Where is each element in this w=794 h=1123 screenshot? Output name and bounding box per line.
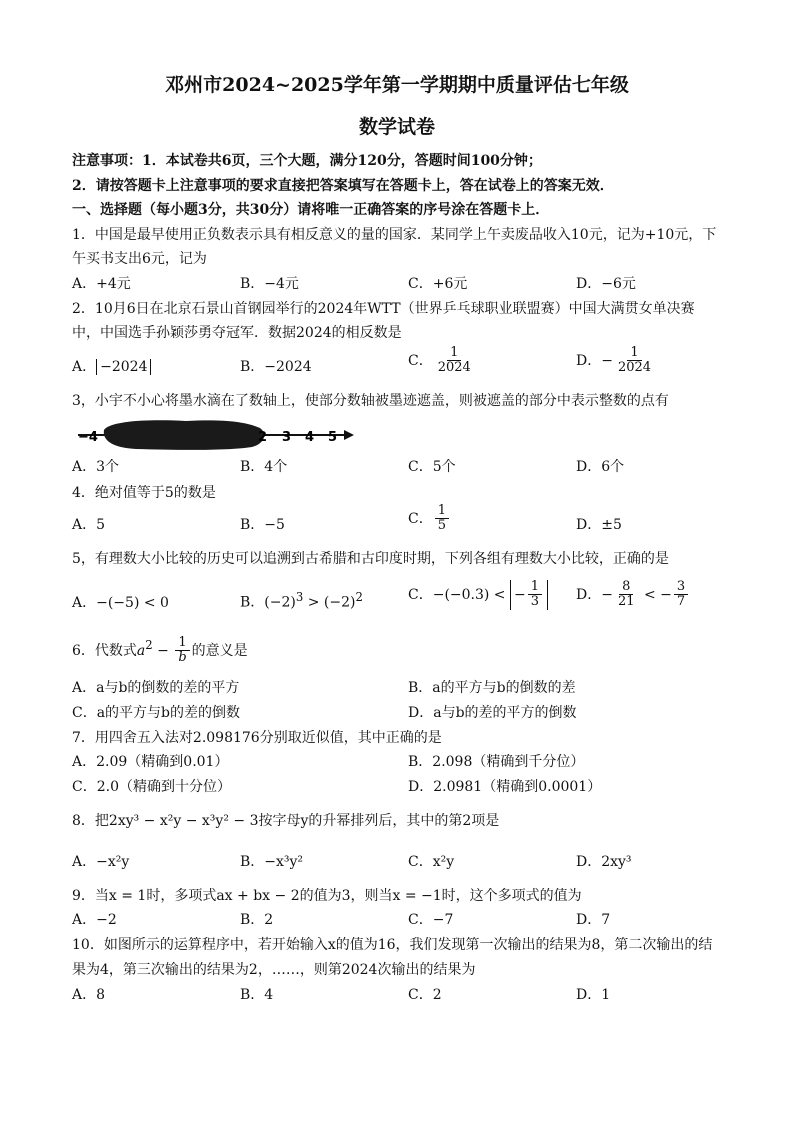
q8-stem: 8．把2xy³ − x²y − x³y² − 3按字母y的升幂排列后，其中的第2项是 [72,813,500,829]
q8-option-d: D．2xy³ [576,854,632,870]
q2-abs-value: −2024 [96,359,151,375]
q6-option-c: C．a的平方与b的差的倒数 [72,705,241,721]
q2-stem-1: 2．10月6日在北京石景山首钢园举行的2024年WTT（世界乒乓球职业联盟赛）中国大满贯女单决赛 [72,301,695,317]
q5-option-c: C．−(−0.3) < − $\frac{1}{3}$ [408,580,548,610]
ink-blot [104,420,264,450]
page-title: 邓州市2024~2025学年第一学期期中质量评估七年级 [165,74,629,96]
q7-option-c: C．2.0（精确到十分位） [72,779,231,795]
q9-option-a: A．−2 [72,912,117,928]
q7-option-b: B．2.098（精确到千分位） [408,754,585,770]
axis-label-2: 2 [258,430,268,445]
q4-option-c: C． $\frac{1}{5}$ [408,504,451,534]
q3-option-a: A．3个 [72,459,120,475]
q1-option-d: D．−6元 [576,276,636,292]
axis-label-4: 4 [305,430,315,445]
q3-stem: 3，小宇不小心将墨水滴在了数轴上，使部分数轴被墨迹遮盖，则被遮盖的部分中表示整数的点有 [72,393,669,409]
q10-stem-2: 果为4，第三次输出的结果为2，……，则第2024次输出的结果为 [72,962,476,978]
q10-option-a: A．8 [72,987,106,1003]
q5-option-d: D．− $\frac{8}{21}$ < − $\frac{3}{7}$ [576,580,690,610]
q1-option-b: B．−4元 [240,276,299,292]
q1-stem-1: 1．中国是最早使用正负数表示具有相反意义的量的国家．某同学上午卖废品收入10元，记为+10元，下 [72,227,717,243]
notice-line-2: 2．请按答题卡上注意事项的要求直接把答案填写在答题卡上，答在试卷上的答案无效． [72,178,614,194]
q7-stem: 7．用四舍五入法对2.098176分别取近似值，其中正确的是 [72,730,442,746]
q7-option-a: A．2.09（精确到0.01） [72,754,229,770]
q2-option-b: B．−2024 [240,359,312,375]
q6-option-b: B．a的平方与b的倒数的差 [408,680,576,696]
q4-option-b: B．−5 [240,517,285,533]
q1-option-c: C．+6元 [408,276,468,292]
q3-option-d: D．6个 [576,459,625,475]
q2-stem-2: 中，中国选手孙颖莎勇夺冠军．数据2024的相反数是 [72,325,402,341]
q1-stem-2: 午买书支出6元，记为 [72,251,207,267]
notice-line-1: 注意事项：1．本试卷共6页，三个大题，满分120分，答题时间100分钟； [72,153,542,169]
q2-option-c: C． $\frac{1}{2024}$ [408,345,471,376]
q10-option-b: B．4 [240,987,274,1003]
q2-option-d: D．− $\frac{1}{2024}$ [576,345,652,376]
q5-stem: 5，有理数大小比较的历史可以追溯到古希腊和古印度时期，下列各组有理数大小比较，正确的是 [72,551,669,567]
section-1-heading: 一、选择题（每小题3分，共30分）请将唯一正确答案的序号涂在答题卡上． [72,202,550,218]
q1-option-a: A．+4元 [72,276,131,292]
q3-option-b: B．4个 [240,459,288,475]
q8-option-b: B．−x³y² [240,854,304,870]
axis-label-5: 5 [328,430,338,445]
q10-stem-1: 10．如图所示的运算程序中，若开始输入x的值为16，我们发现第一次输出的结果为8，第二次输出的结 [72,937,713,953]
axis-label-minus4: −4 [78,430,98,445]
q2-option-a: A． −2024 [72,356,151,376]
q10-option-c: C．2 [408,987,442,1003]
q9-option-b: B．2 [240,912,274,928]
q10-option-d: D．1 [576,987,611,1003]
q6-option-a: A．a与b的倒数的差的平方 [72,680,240,696]
q3-option-c: C．5个 [408,459,456,475]
q7-option-d: D．2.0981（精确到0.0001） [408,779,602,795]
q6-stem: 6．代数式$a^2$ − $\frac{1}{b}$ 的意义是 [72,635,248,666]
q4-option-d: D．±5 [576,517,622,533]
page-subtitle: 数学试卷 [358,116,435,138]
q9-stem: 9．当x = 1时，多项式ax + bx − 2的值为3，则当x = −1时，这个多项式的值为 [72,888,582,904]
q4-stem: 4．绝对值等于5的数是 [72,485,216,501]
q5-option-b: B．$(-2)^3 > (-2)^2$ [240,590,363,611]
q9-option-c: C．−7 [408,912,454,928]
q6-option-d: D．a与b的差的平方的倒数 [408,705,577,721]
axis-label-3: 3 [282,430,292,445]
q4-option-a: A．5 [72,517,106,533]
q5-option-a: A．−(−5) < 0 [72,595,169,611]
q8-option-a: A．−x²y [72,854,130,870]
q8-option-c: C．x²y [408,854,455,870]
q9-option-d: D．7 [576,912,611,928]
q3-number-line [76,418,356,452]
